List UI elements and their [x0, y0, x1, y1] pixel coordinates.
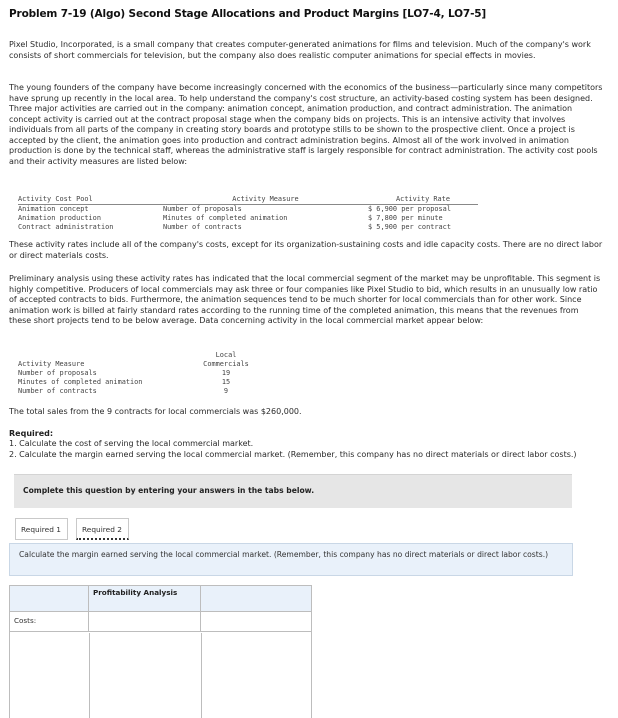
- table-row: [18, 378, 256, 387]
- costs-label: Costs:: [14, 616, 37, 625]
- col-header-cost-pool: Activity Cost Pool: [18, 195, 93, 203]
- col-header-activity-measure: Activity Measure: [232, 195, 299, 203]
- profitability-body: [10, 633, 311, 718]
- profitability-header-row: [10, 586, 311, 612]
- cost-pool-cell: Animation concept: [18, 204, 89, 213]
- profitability-analysis-table: [9, 585, 312, 718]
- table-row: [18, 223, 478, 232]
- question-prompt-text: Calculate the margin earned serving the local commercial market. (Remember, this company has no direct materials or direct labor costs.): [19, 550, 549, 559]
- row-header-activity-measure: Activity Measure: [18, 359, 85, 368]
- question-prompt-box: [9, 543, 573, 576]
- cost-pool-cell: Contract administration: [18, 222, 114, 231]
- measure-cell: Minutes of completed animation: [18, 377, 143, 386]
- measure-cell: Number of contracts: [163, 222, 242, 231]
- cost-pool-cell: Animation production: [18, 213, 101, 222]
- col-header-local-line1: Local: [215, 351, 237, 359]
- table-row: [18, 387, 256, 396]
- instruction-text: Complete this question by entering your answers in the tabs below.: [23, 486, 315, 495]
- profitability-header: Profitability Analysis: [93, 588, 178, 597]
- rates-note-paragraph: These activity rates include all of the company's costs, except for its organization-sustaining costs and idle capacity costs. There are no direct labor or direct materials costs.: [9, 240, 603, 260]
- table-row: [18, 369, 256, 378]
- measure-cell: Minutes of completed animation: [163, 213, 288, 222]
- table-row: [10, 612, 311, 632]
- activity-rates-table: [18, 195, 478, 232]
- tab-required-2[interactable]: Required 2: [76, 518, 129, 540]
- value-cell: 19: [221, 368, 231, 377]
- cost-structure-paragraph: The young founders of the company have become increasingly concerned with the economics of the business—particularly since many competitors have sprung up recently in the local area. To help understand the company's cost structure, an activity-based costing system has been designed. Three major activities are carried out in the company: animation concept, animation production, and contract administration. The animation concept activity is carried out at the contract proposal stage when the company bids on projects. This is an intensive activity that involves individuals from all parts of the company in creating story boards and prototype stills to be shown to the prospective client. Once a project is accepted by the client, the animation goes into production and contract administration begins. Almost all of the work involved in animation production is done by the technical staff, whereas the administrative staff is largely responsible for contract administration. The activity cost pools and their activity measures are listed below:: [9, 83, 603, 166]
- intro-paragraph: Pixel Studio, Incorporated, is a small company that creates computer-generated animations for films and television. Much of the company's work consists of short commercials for television, but the company also does realistic computer animations for special effects in movies.: [9, 40, 591, 60]
- required-item-2: 2. Calculate the margin earned serving the local commercial market. (Remember, this company has no direct materials or direct labor costs.): [9, 450, 577, 459]
- instruction-bar: [14, 474, 572, 508]
- table-row: [18, 204, 478, 213]
- measure-cell: Number of contracts: [18, 386, 97, 395]
- col-header-local-line2: Commercials: [203, 359, 249, 368]
- col-header-activity-rate: Activity Rate: [396, 195, 450, 203]
- required-heading: Required:: [9, 429, 54, 438]
- problem-title: Problem 7-19 (Algo) Second Stage Allocations and Product Margins [LO7-4, LO7-5]: [9, 8, 487, 20]
- value-cell: 15: [221, 377, 231, 386]
- rate-cell: $ 6,900 per proposal: [368, 204, 451, 213]
- preliminary-analysis-paragraph: Preliminary analysis using these activity rates has indicated that the local commercial segment of the market may be unprofitable. This segment is highly competitive. Producers of local commercials may ask three or four companies like Pixel Studio to bid, which results in an unusually low ratio of accepted contracts to bids. Furthermore, the animation sequences tend to be much shorter for local commercials than for other work. Since animation work is billed at fairly standard rates according to the running time of the completed animation, this means that the revenues from these short projects tend to be below average. Data concerning activity in the local commercial market appear below:: [9, 274, 601, 325]
- local-commercials-table: [18, 351, 256, 396]
- rate-cell: $ 7,800 per minute: [368, 213, 443, 222]
- required-item-1: 1. Calculate the cost of serving the local commercial market.: [9, 439, 254, 448]
- tab-required-1[interactable]: Required 1: [15, 518, 68, 540]
- measure-cell: Number of proposals: [18, 368, 97, 377]
- value-cell: 9: [223, 386, 229, 395]
- total-sales-text: The total sales from the 9 contracts for local commercials was $260,000.: [9, 407, 302, 416]
- costs-input-cell[interactable]: [89, 612, 201, 632]
- measure-cell: Number of proposals: [163, 204, 242, 213]
- table-row: [18, 214, 478, 223]
- rate-cell: $ 5,900 per contract: [368, 222, 451, 231]
